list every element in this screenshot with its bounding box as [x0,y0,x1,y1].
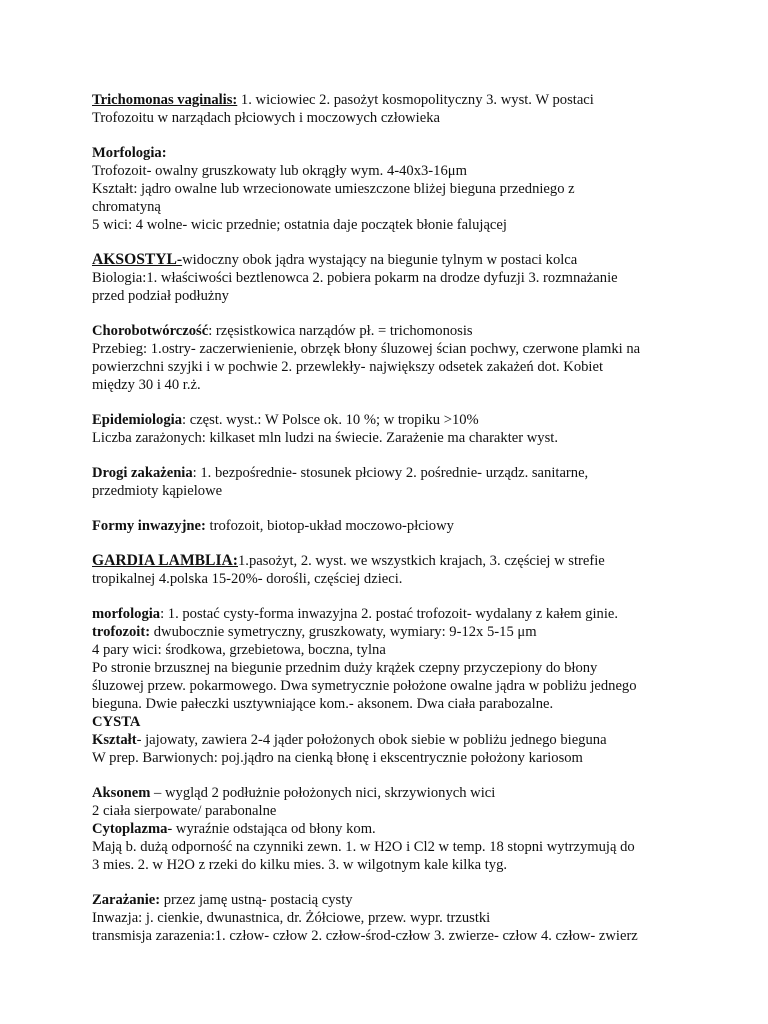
aksonem-term: Aksonem [92,785,151,801]
aksostyl-text: widoczny obok jądra wystający na biegunie tylnym w postaci kolca [182,252,578,268]
aksostyl-term: AKSOSTYL- [92,251,183,268]
morfologia-line-3: chromatyną [92,199,161,215]
morfologia-line-1: Trofozoit- owalny gruszkowaty lub okrągły wym. 4-40x3-16μm [92,163,467,179]
trofozoit-term: trofozoit: [92,624,151,640]
gardia-morfologia-text: : 1. postać cysty-forma inwazyjna 2. postać trofozoit- wydalany z kałem ginie. [160,606,619,622]
morfologia-line-2: Kształt: jądro owalne lub wrzecionowate umieszczone bliżej bieguna przedniego z [92,181,575,197]
epidemiologia-term: Epidemiologia [92,412,183,428]
odpornosc-line-2: 3 mies. 2. w H2O z rzeki do kilku mies. 3. w wilgotnym kale kilka tyg. [92,857,508,873]
cytoplazma-line [92,820,762,838]
gardia-heading: GARDIA LAMBLIA: [92,552,238,569]
zarazanie-text: przez jamę ustną- postacią cysty [160,892,353,908]
cysta-heading: CYSTA [92,714,141,730]
ksztalt-text: - jajowaty, zawiera 2-4 jąder położonych obok siebie w pobliżu jednego bieguna [136,732,607,748]
aksostyl-line [92,251,762,269]
aksonem-line [92,784,762,802]
biologia-line-1: Biologia:1. właściwości beztlenowca 2. pobiera pokarm na drodze dyfuzji 3. rozmnażanie [92,270,618,286]
gardia-intro-line-2: tropikalnej 4.polska 15-20%- dorośli, częściej dzieci. [92,571,403,587]
trofozoit-line [92,623,762,641]
trichomonas-intro-text: 1. wiciowiec 2. pasożyt kosmopolityczny 3. wyst. W postaci [237,92,594,108]
formy-inwazyjne-line [92,517,762,535]
formy-inwazyjne-term: Formy inwazyjne: [92,518,206,534]
morfologia-line-4: 5 wici: 4 wolne- wicic przednie; ostatnia daje początek błonie falującej [92,217,507,233]
zarazanie-line [92,891,762,909]
gardia-intro-text: 1.pasożyt, 2. wyst. we wszystkich krajach, 3. częściej w strefie [238,553,605,569]
po-stronie-line-1: Po stronie brzusznej na biegunie przednim duży krążek czepny przyczepiony do błony [92,660,598,676]
formy-inwazyjne-text: trofozoit, biotop-układ moczowo-płciowy [205,518,454,534]
gardia-morfologia-term: morfologia [92,606,161,622]
trichomonas-intro-line-2: Trofozoitu w narządach płciowych i moczowych człowieka [92,110,440,126]
drogi-zakazenia-text: : 1. bezpośrednie- stosunek płciowy 2. pośrednie- urządz. sanitarne, [192,465,589,481]
aksonem-text: – wygląd 2 podłużnie położonych nici, skrzywionych wici [150,785,496,801]
ciala-line: 2 ciała sierpowate/ parabonalne [92,803,277,819]
cytoplazma-term: Cytoplazma [92,821,168,837]
epidemiologia-text: : częst. wyst.: W Polsce ok. 10 %; w tropiku >10% [182,412,479,428]
drogi-zakazenia-line [92,464,762,482]
przebieg-line-1: Przebieg: 1.ostry- zaczerwienienie, obrzęk błony śluzowej ścian pochwy, czerwone plamki na [92,341,641,357]
ksztalt-term: Kształt [92,732,137,748]
zarazanie-term: Zarażanie: [92,892,161,908]
document-page [92,91,762,945]
w-prep-line: W prep. Barwionych: poj.jądro na cienką błonę i ekscentrycznie położony kariosom [92,750,583,766]
morfologia-heading: Morfologia: [92,145,167,161]
drogi-zakazenia-line-2: przedmioty kąpielowe [92,483,223,499]
przebieg-line-3: między 30 i 40 r.ż. [92,377,201,393]
chorobotworczosc-line [92,322,762,340]
chorobotworczosc-text: : rzęsistkowica narządów pł. = trichomonosis [208,323,473,339]
drogi-zakazenia-term: Drogi zakażenia [92,465,193,481]
epidemiologia-line [92,411,762,429]
gardia-morfologia-line [92,605,762,623]
transmisja-line: transmisja zarazenia:1. człow- człow 2. człow-środ-człow 3. zwierze- człow 4. człow- zwierz [92,928,638,944]
przebieg-line-2: powierzchni szyjki i w pochwie 2. przewlekły- największy odsetek zakażeń dot. Kobiet [92,359,604,375]
chorobotworczosc-term: Chorobotwórczość [92,323,209,339]
gardia-intro-line [92,552,762,570]
liczba-zarazonych-line: Liczba zarażonych: kilkaset mln ludzi na świecie. Zarażenie ma charakter wyst. [92,430,558,446]
odpornosc-line-1: Mają b. dużą odporność na czynniki zewn. 1. w H2O i Cl2 w temp. 18 stopni wytrzymują do [92,839,635,855]
trofozoit-text: dwubocznie symetryczny, gruszkowaty, wymiary: 9-12x 5-15 μm [150,624,537,640]
biologia-line-2: przed podział podłużny [92,288,229,304]
cytoplazma-text: - wyraźnie odstająca od błony kom. [167,821,376,837]
po-stronie-line-2: śluzowej przew. pokarmowego. Dwa symetrycznie położone owalne jądra w pobliżu jednego [92,678,637,694]
ksztalt-line [92,731,762,749]
trichomonas-intro-line [92,91,762,109]
po-stronie-line-3: bieguna. Dwie pałeczki usztywniające kom.- aksonem. Dwa ciała parabozalne. [92,696,554,712]
inwazja-line: Inwazja: j. cienkie, dwunastnica, dr. Żółciowe, przew. wypr. trzustki [92,910,491,926]
pary-wici-line: 4 pary wici: środkowa, grzebietowa, boczna, tylna [92,642,386,658]
trichomonas-heading: Trichomonas vaginalis: [92,92,238,108]
